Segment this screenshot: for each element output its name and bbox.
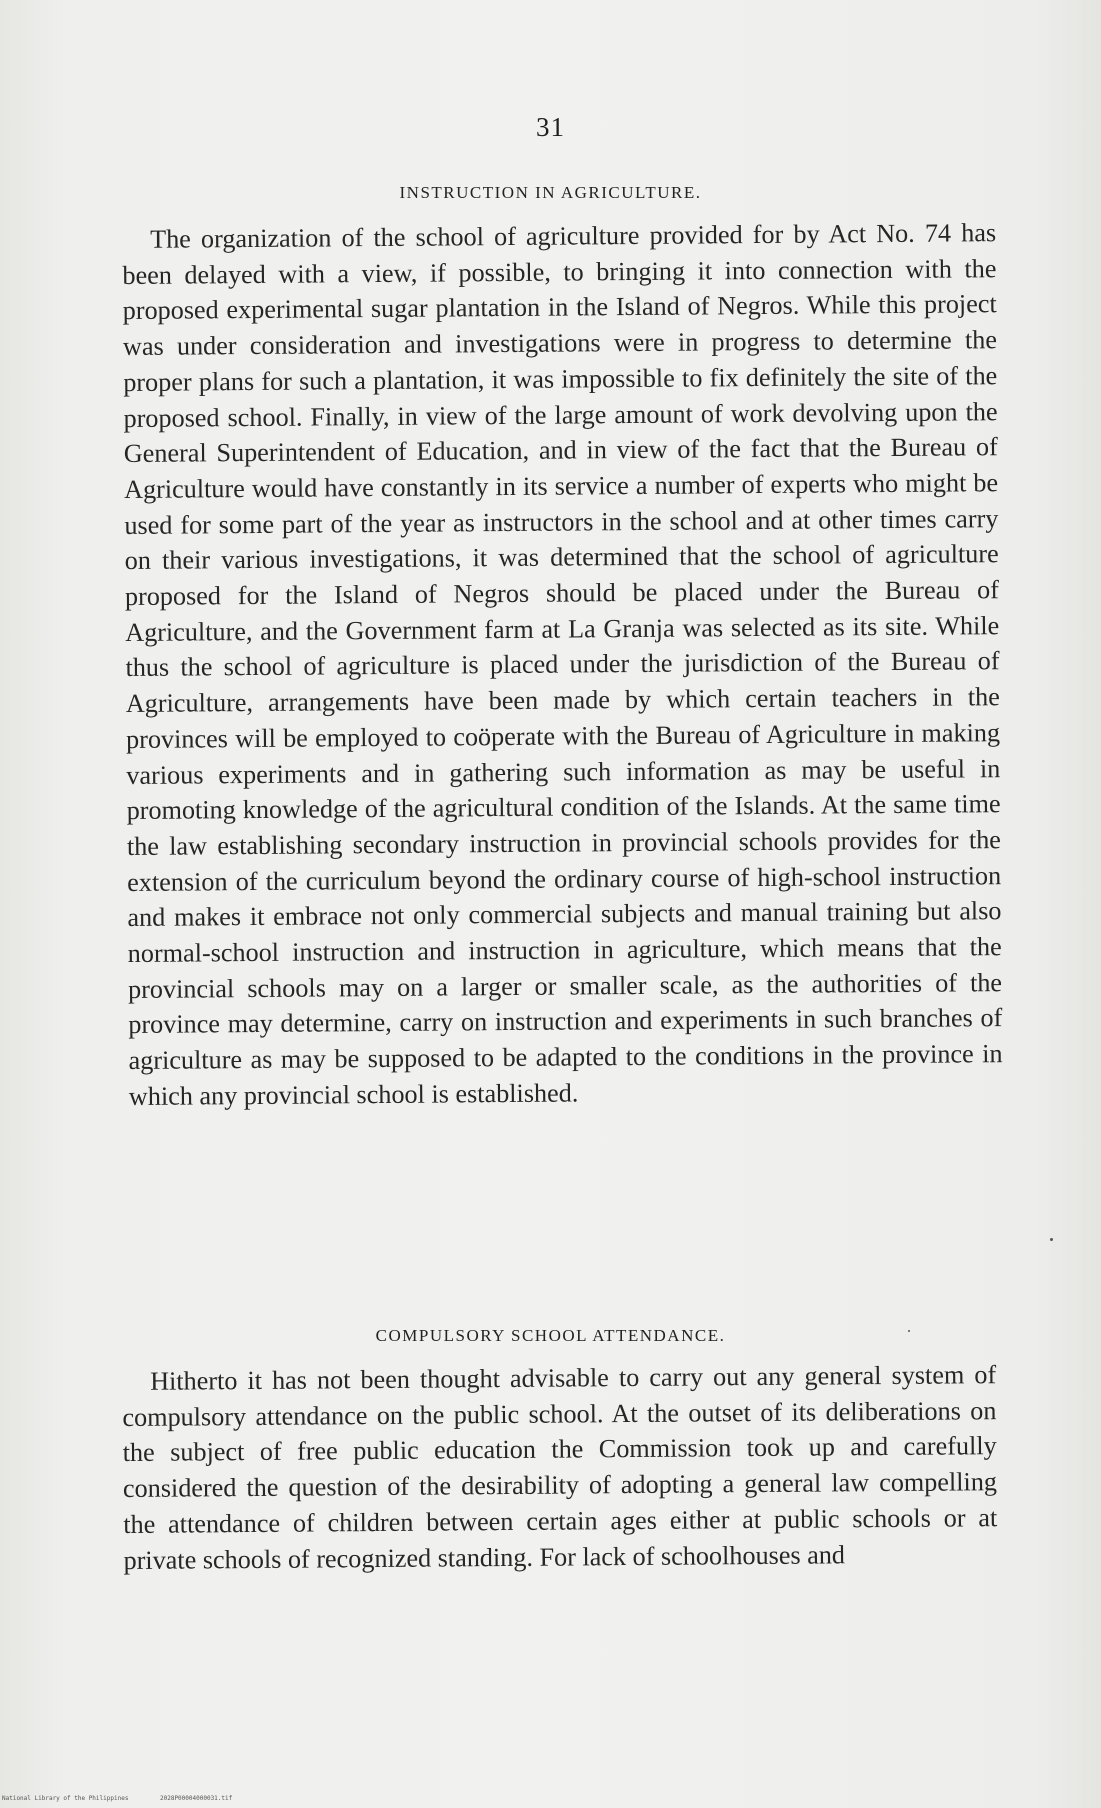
scan-speck: [1050, 1238, 1053, 1241]
section-heading-instruction-in-agriculture: INSTRUCTION IN AGRICULTURE.: [399, 183, 702, 202]
section-heading-compulsory-school-attendance: COMPULSORY SCHOOL ATTENDANCE.: [375, 1326, 726, 1345]
page-number: 31: [536, 112, 565, 142]
scan-speck: [908, 1330, 910, 1332]
footer-file-name: 2028P00004000031.tif: [160, 1795, 233, 1802]
paragraph-compulsory-school-attendance: Hitherto it has not been thought advisable to carry out any general system of compulsory attendance on the public school. At the outset of its deliberations on the subject of free public education the Commission took up and carefully considered the question of the desirability of adopting a general law compelling the attendance of children between certain ages either at public schools or at private schools of recognized standing. For lack of schoolhouses and: [122, 1360, 998, 1575]
footer-library-name: National Library of the Philippines: [2, 1795, 129, 1802]
paragraph-instruction-in-agriculture: The organization of the school of agriculture provided for by Act No. 74 has been delayed with a view, if possible, to bringing it into connection with the proposed experimental sugar plantation in the Island of Negros. While this project was under consideration and investigations were in progress to determine the proper plans for such a plantation, it was impossible to fix definitely the site of the proposed school. Finally, in view of the large amount of work devolving upon the General Superintendent of Education, and in view of the fact that the Bureau of Agriculture would have constantly in its service a number of experts who might be used for some part of the year as instructors in the school and at other times carry on their various investigations, it was determined that the school of agriculture proposed for the Island of Negros should be placed under the Bureau of Agriculture, and the Government farm at La Granja was selected as its site. While thus the school of agriculture is placed under the jurisdiction of the Bureau of Agriculture, arrangements have been made by which certain teachers in the provinces will be employed to coöperate with the Bureau of Agriculture in making various experiments and in gathering such information as may be useful in promoting knowledge of the agricultural condition of the Islands. At the same time the law establishing secondary instruction in provincial schools provides for the extension of the curriculum beyond the ordinary course of high-school instruction and makes it embrace not only commercial subjects and manual training but also normal-school instruction and instruction in agriculture, which means that the provincial schools may on a larger or smaller scale, as the authorities of the province may determine, carry on instruction and experiments in such branches of agriculture as may be supposed to be adapted to the conditions in the province in which any provincial school is established.: [122, 218, 1003, 1111]
